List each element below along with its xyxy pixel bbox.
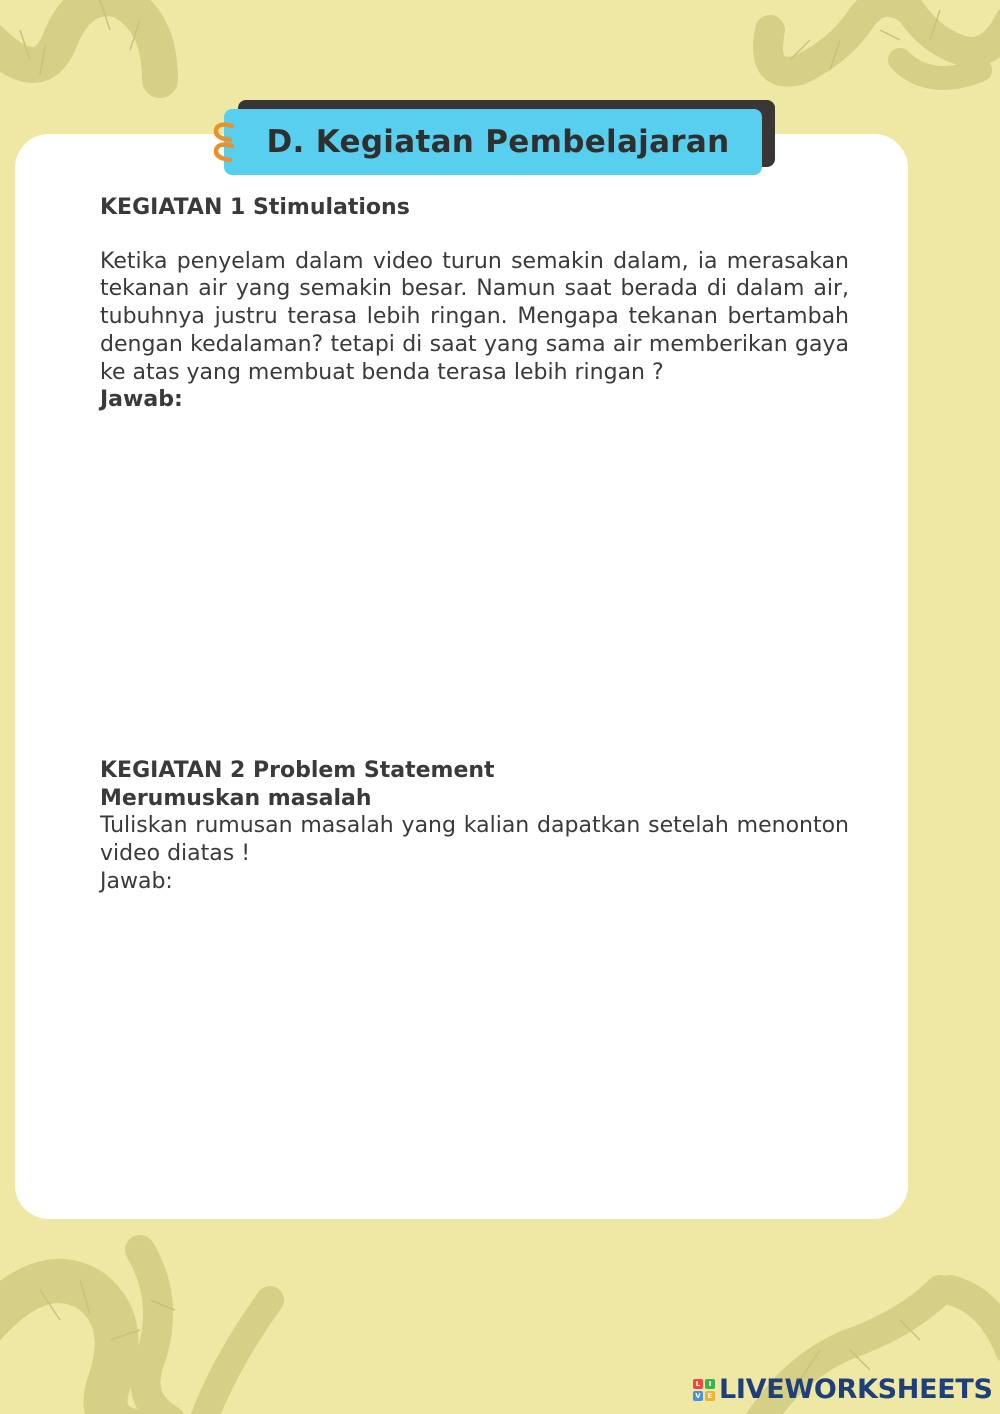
kegiatan-1-section bbox=[100, 194, 849, 414]
kegiatan-1-paragraph: Ketika penyelam dalam video turun semakin dalam, ia merasakan tekanan air yang semakin besar. Namun saat berada di dalam air, tubuhnya justru terasa lebih ringan. Mengapa tekanan bertambah dengan kedalaman? tetapi di saat yang sama air memberikan gaya ke atas yang membuat benda terasa lebih ringan ? bbox=[100, 248, 849, 385]
logo-letter: I bbox=[705, 1379, 715, 1389]
liveworksheets-logo[interactable] bbox=[693, 1374, 993, 1405]
kegiatan-1-answer-label: Jawab: bbox=[100, 387, 183, 413]
binder-clip-icon bbox=[208, 120, 242, 166]
kegiatan-2-heading: KEGIATAN 2 Problem Statement bbox=[100, 758, 495, 783]
kegiatan-2-section bbox=[100, 757, 849, 896]
kegiatan-2-answer-label: Jawab: bbox=[100, 868, 173, 894]
kegiatan-2-paragraph: Tuliskan rumusan masalah yang kalian dapatkan setelah menonton video diatas ! bbox=[100, 813, 849, 867]
kegiatan-1-heading: KEGIATAN 1 Stimulations bbox=[100, 195, 410, 220]
logo-letter: V bbox=[693, 1391, 703, 1401]
section-title-banner bbox=[224, 109, 762, 175]
section-title: D. Kegiatan Pembelajaran bbox=[266, 124, 730, 160]
liveworksheets-icon bbox=[693, 1379, 715, 1401]
logo-letter: E bbox=[705, 1391, 715, 1401]
logo-letter: L bbox=[693, 1379, 703, 1389]
brand-text: LIVEWORKSHEETS bbox=[719, 1374, 993, 1405]
kegiatan-2-subheading: Merumuskan masalah bbox=[100, 785, 372, 811]
